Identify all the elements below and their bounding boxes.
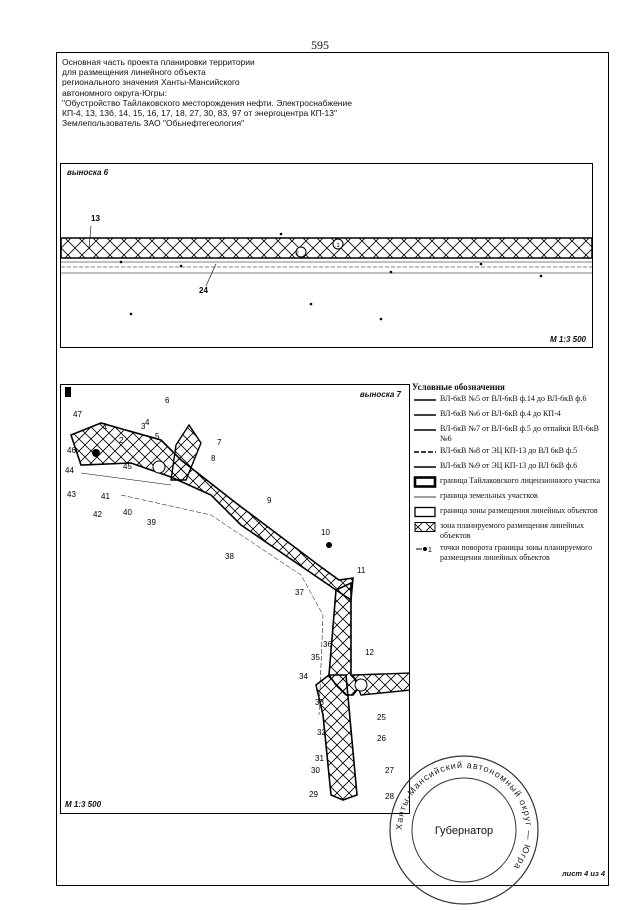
callout-6-label: выноска 6 [67, 168, 109, 177]
line-solid-icon [412, 409, 440, 421]
point-label: 7 [217, 438, 222, 447]
survey-dot [130, 313, 133, 316]
point-label: 35 [311, 653, 320, 662]
point-label: 43 [67, 490, 76, 499]
callout-7-panel [60, 384, 410, 814]
corner-mark [65, 387, 71, 397]
point-label: 28 [385, 792, 394, 801]
turn-point-marker [92, 449, 100, 457]
legend-item [412, 424, 602, 443]
survey-dot [380, 318, 383, 321]
sheet-number: лист 4 из 4 [562, 869, 606, 878]
legend-item-label: ВЛ-6кВ №5 от ВЛ-6кВ ф.14 до ВЛ-6кВ ф.6 [440, 394, 587, 403]
point-label: 29 [309, 790, 318, 799]
point-label: 37 [295, 588, 304, 597]
governor-seal [384, 750, 544, 910]
survey-dot [180, 265, 183, 268]
point-label: 11 [357, 566, 366, 575]
legend-item-label: зона планируемого размещения линейных объектов [440, 521, 585, 540]
survey-dot [280, 233, 283, 236]
point-label: 4 [145, 418, 150, 427]
legend-item [412, 409, 602, 421]
legend-item-label: граница земельных участков [440, 491, 538, 500]
point-label: 45 [123, 462, 132, 471]
point-label: 27 [385, 766, 394, 775]
point-label: 9 [267, 496, 272, 505]
callout-6-scale: М 1:3 500 [549, 335, 586, 344]
point-label: 2 [295, 251, 299, 257]
survey-dot [390, 271, 393, 274]
header-line: регионального значения Ханты-Мансийского [62, 77, 240, 88]
point-label: 40 [123, 508, 132, 517]
header-line: Основная часть проекта планировки территории [62, 57, 255, 67]
planned-zone-polygon [71, 423, 353, 600]
hatched-box-icon [412, 521, 440, 533]
point-icon [412, 543, 440, 555]
legend [412, 382, 602, 565]
legend-item [412, 461, 602, 473]
leader-line [206, 264, 216, 286]
document-header [62, 57, 482, 128]
point-label: 5 [155, 432, 160, 441]
callout-6-map [61, 164, 592, 347]
point-label: 44 [65, 466, 74, 475]
header-line: "Обустройство Тайлаковского месторождения нефти. Электроснабжение [62, 97, 352, 108]
line-solid-icon [412, 461, 440, 473]
legend-item-label: граница Тайлаковского лицензионного участка [440, 476, 601, 485]
line-solid-icon [412, 394, 440, 406]
point-label: 12 [365, 648, 374, 657]
header-line: КП-4, 13, 13б, 14, 15, 16, 17, 18, 27, 30, 83, 97 от энергоцентра КП-13" [62, 108, 337, 119]
point-label: 41 [101, 492, 110, 501]
legend-item [412, 543, 602, 562]
legend-item-label: ВЛ-6кВ №8 от ЭЦ КП-13 до ВЛ 6кВ ф.5 [440, 446, 578, 455]
survey-dot [540, 275, 543, 278]
thin-line-icon [412, 491, 440, 503]
turn-point-marker [153, 461, 165, 473]
point-label: 32 [317, 728, 326, 737]
page-number: 595 [311, 38, 329, 52]
point-label: 3 [141, 422, 146, 431]
thick-box-icon [412, 476, 440, 488]
point-label: 2 [119, 436, 124, 445]
point-label: 33 [315, 698, 324, 707]
seal-center-text: Губернатор [434, 825, 494, 837]
svg-text:1: 1 [428, 547, 432, 554]
point-label: 24 [199, 286, 208, 295]
box-icon [412, 506, 440, 518]
point-label: 1 [103, 422, 108, 431]
header-line: Землепользователь ЗАО "Обьнефтегеология" [62, 118, 245, 129]
legend-item [412, 506, 602, 518]
legend-item-label: ВЛ-6кВ №7 от ВЛ-6кВ ф.5 до отпайки ВЛ-6кВ №6 [440, 424, 599, 443]
seal-ring-text: Ханты-Мансийский автономный округ — Югра [393, 759, 535, 873]
callout-7-label: выноска 7 [359, 390, 401, 399]
parcel-line [121, 495, 323, 715]
line-solid-icon [412, 424, 440, 436]
callout-6-panel [60, 163, 593, 348]
point-label: 39 [147, 518, 156, 527]
legend-item [412, 394, 602, 406]
point-label: 34 [299, 672, 308, 681]
legend-item-label: ВЛ-6кВ №9 от ЭЦ КП-13 до ВЛ 6кВ ф.6 [440, 461, 578, 470]
turn-point-marker [355, 679, 367, 691]
header-line: автономного округа-Югры: [62, 87, 167, 98]
point-label: 8 [211, 454, 216, 463]
callout-7-map [61, 385, 409, 813]
legend-item [412, 446, 602, 458]
line-dashed-icon [412, 446, 440, 458]
planned-zone-strip [61, 238, 592, 258]
legend-item-label: ВЛ-6кВ №6 от ВЛ-6кВ ф.4 до КП-4 [440, 409, 561, 418]
point-label: 38 [225, 552, 234, 561]
header-line: для размещения линейного объекта [62, 67, 206, 78]
survey-dot [480, 263, 483, 266]
legend-item-label: точки поворота границы зоны планируемого размещения линейных объектов [440, 543, 593, 562]
legend-item [412, 491, 602, 503]
point-label: 13 [91, 214, 100, 223]
point-label: 42 [93, 510, 102, 519]
point-label: 31 [315, 754, 324, 763]
point-label: 25 [377, 713, 386, 722]
point-label: 36 [323, 640, 332, 649]
turn-point-marker [326, 542, 332, 548]
legend-title: Условные обозначения [412, 382, 505, 392]
parcel-line [81, 473, 171, 485]
survey-dot [120, 261, 123, 264]
point-label: 47 [73, 410, 82, 419]
point-label: 30 [311, 766, 320, 775]
survey-dot [310, 303, 313, 306]
legend-item [412, 521, 602, 540]
point-label: 26 [377, 734, 386, 743]
legend-item [412, 476, 602, 488]
point-label: 10 [321, 528, 330, 537]
point-label: 6 [165, 396, 170, 405]
point-label: 46 [67, 446, 76, 455]
legend-item-label: граница зоны размещения линейных объектов [440, 506, 598, 515]
callout-7-scale: М 1:3 500 [65, 800, 102, 809]
point-label: 1 [336, 243, 340, 249]
